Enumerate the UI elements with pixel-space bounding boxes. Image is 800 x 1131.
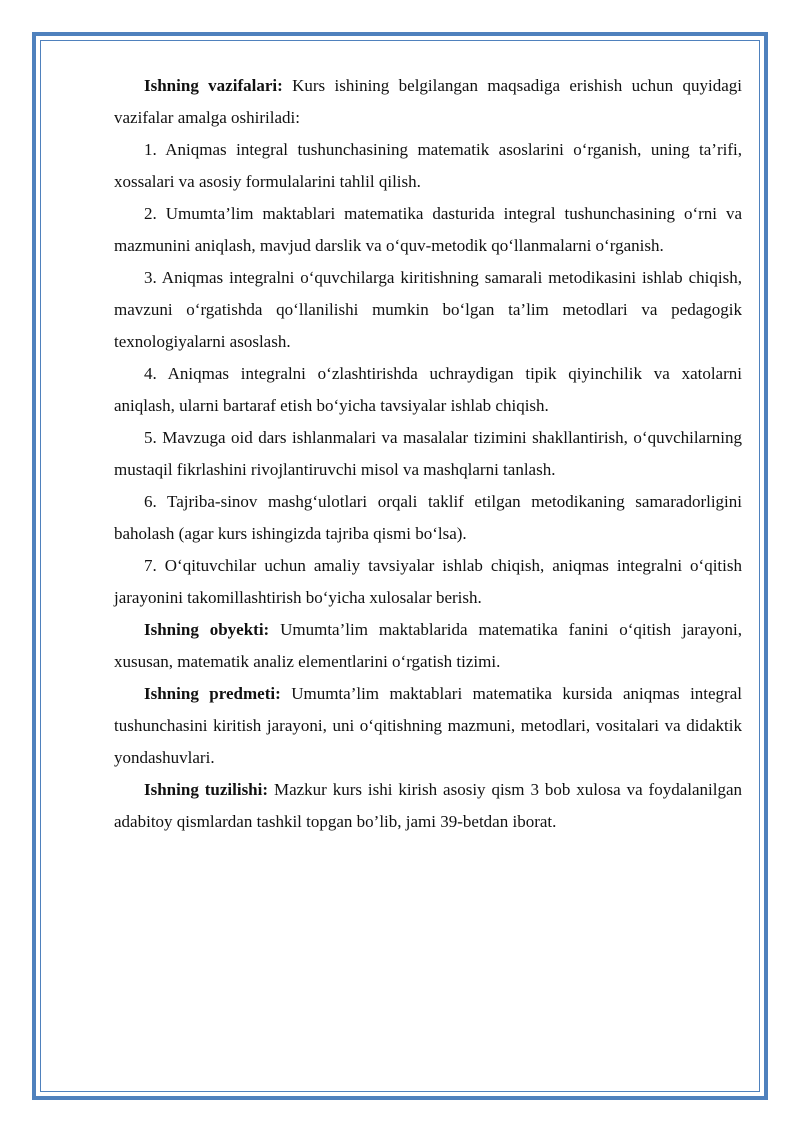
- task-item-4: 4. Aniqmas integralni o‘zlashtirishda uchraydigan tipik qiyinchilik va xatolarni aniqlash, ularni bartaraf etish bo‘yicha tavsiyalar ishlab chiqish.: [114, 364, 742, 415]
- subject-paragraph: [114, 678, 742, 774]
- object-text: Umumta’lim maktablarida matematika fanini o‘qitish jarayoni, xususan, matematik analiz elementlarini o‘rgatish tizimi.: [114, 620, 742, 671]
- task-item-7: 7. O‘qituvchilar uchun amaliy tavsiyalar ishlab chiqish, aniqmas integralni o‘qitish jarayonini takomillashtirish bo‘yicha xulosalar berish.: [114, 556, 742, 607]
- tasks-label: Ishning vazifalari:: [144, 76, 283, 95]
- task-item-3: 3. Aniqmas integralni o‘quvchilarga kiritishning samarali metodikasini ishlab chiqish, mavzuni o‘rgatishda qo‘llanilishi mumkin bo‘lgan ta’lim metodlari va pedagogik texnologiyalarni asoslash.: [114, 268, 742, 351]
- object-paragraph: [114, 614, 742, 678]
- task-item-2: 2. Umumta’lim maktablari matematika dasturida integral tushunchasining o‘rni va mazmunini aniqlash, mavjud darslik va o‘quv-metodik qo‘llanmalarni o‘rganish.: [114, 204, 742, 255]
- structure-label: Ishning tuzilishi:: [144, 780, 269, 799]
- task-item-6: 6. Tajriba-sinov mashg‘ulotlari orqali taklif etilgan metodikaning samaradorligini baholash (agar kurs ishingizda tajriba qismi bo‘lsa).: [114, 492, 742, 543]
- structure-text: Mazkur kurs ishi kirish asosiy qism 3 bob xulosa va foydalanilgan adabitoy qismlardan tashkil topgan bo’lib, jami 39-betdan iborat.: [114, 780, 743, 831]
- document-body: [114, 70, 742, 838]
- tasks-paragraph: [114, 70, 742, 134]
- subject-text: Umumta’lim maktablari matematika kursida aniqmas integral tushunchasini kiritish jarayoni, uni o‘qitishning mazmuni, metodlari, vositalari va didaktik yondashuvlari.: [114, 684, 742, 767]
- subject-label: Ishning predmeti:: [144, 684, 281, 703]
- structure-paragraph: [114, 774, 742, 838]
- task-item-1: 1. Aniqmas integral tushunchasining matematik asoslarini o‘rganish, uning ta’rifi, xossalari va asosiy formulalarini tahlil qilish.: [114, 140, 742, 191]
- object-label: Ishning obyekti:: [144, 620, 270, 639]
- task-item-5: 5. Mavzuga oid dars ishlanmalari va masalalar tizimini shakllantirish, o‘quvchilarning mustaqil fikrlashini rivojlantiruvchi misol va mashqlarni tanlash.: [114, 428, 742, 479]
- tasks-text: Kurs ishining belgilangan maqsadiga erishish uchun quyidagi vazifalar amalga oshiriladi:: [114, 76, 743, 127]
